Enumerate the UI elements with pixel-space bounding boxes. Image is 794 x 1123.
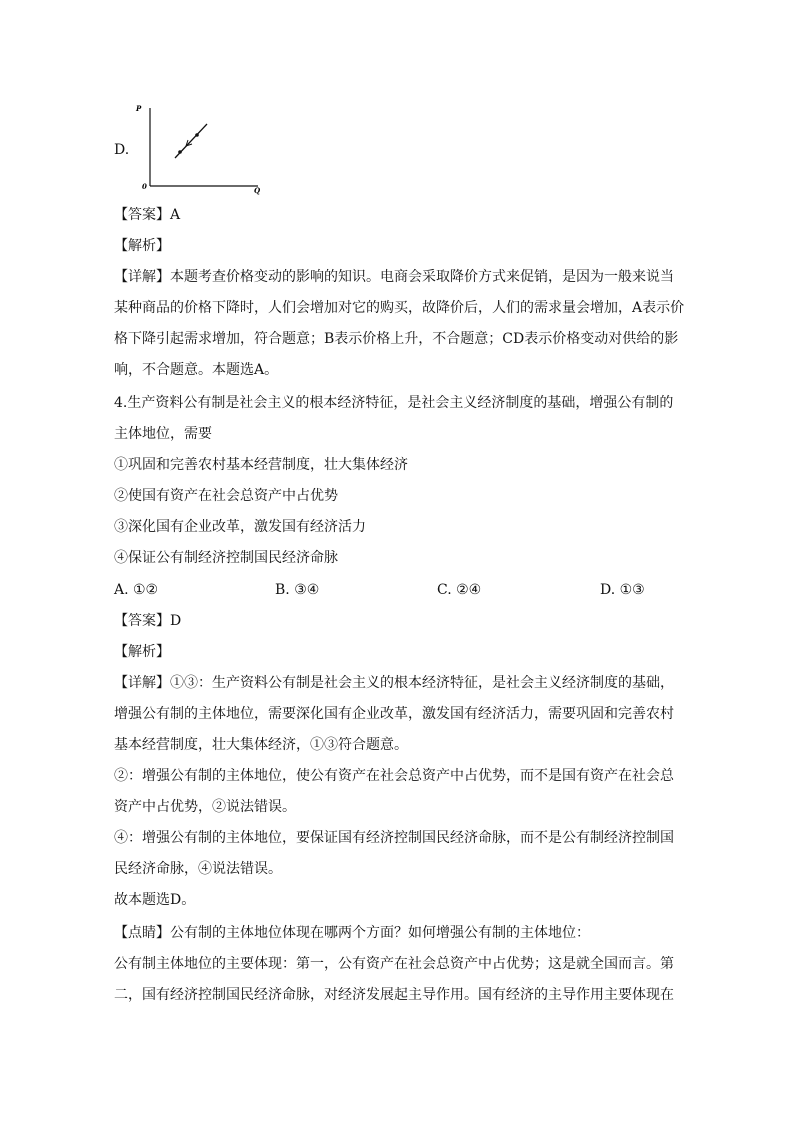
q4-tip-line: 【点睛】公有制的主体地位体现在哪两个方面？如何增强公有制的主体地位： (114, 925, 590, 941)
curve-point-high (195, 133, 199, 137)
q4-stem-line: 4.生产资料公有制是社会主义的根本经济特征，是社会主义经济制度的基础，增强公有制的 (114, 395, 674, 411)
supply-demand-graph (110, 100, 261, 200)
q4-conclusion: 故本题选D。 (114, 892, 196, 908)
q4-option-a: A. ①② (114, 582, 159, 598)
q4-detail-line: 【详解】①③：生产资料公有制是社会主义的根本经济特征，是社会主义经济制度的基础， (114, 675, 674, 691)
q4-detail-line: 民经济命脉，④说法错误。 (114, 861, 282, 877)
q4-option-c: C. ②④ (437, 582, 482, 598)
axis-y-label: P (136, 104, 142, 113)
q4-item: ①巩固和完善农村基本经营制度，壮大集体经济 (114, 457, 408, 473)
q4-detail-line: ④：增强公有制的主体地位，要保证国有经济控制国民经济命脉，而不是公有制经济控制国 (114, 830, 674, 846)
q4-tip-line: 公有制主体地位的主要体现：第一，公有资产在社会总资产中占优势；这是就全国而言。第 (114, 956, 674, 972)
q4-detail-line: 资产中占优势，②说法错误。 (114, 799, 296, 815)
q4-item: ②使国有资产在社会总资产中占优势 (114, 488, 338, 504)
q3-analysis-heading: 【解析】 (114, 238, 170, 254)
q4-stem-line: 主体地位，需要 (114, 426, 212, 442)
option-d-label: D. (114, 142, 130, 158)
q4-item: ④保证公有制经济控制国民经济命脉 (114, 550, 338, 566)
q3-detail-line: 某种商品的价格下降时，人们会增加对它的购买，故降价后，人们的需求量会增加，A表示价 (114, 300, 685, 316)
origin-label: 0 (142, 182, 147, 191)
q3-detail-line: 【详解】本题考查价格变动的影响的知识。电商会采取降价方式来促销，是因为一般来说当 (114, 269, 674, 285)
q3-detail-line: 格下降引起需求增加，符合题意；B表示价格上升，不合题意；CD表示价格变动对供给的影 (114, 331, 679, 347)
q4-option-d: D. ①③ (600, 582, 645, 598)
q4-option-b: B. ③④ (275, 582, 320, 598)
q4-answer: 【答案】D (114, 613, 182, 629)
q4-analysis-heading: 【解析】 (114, 644, 170, 660)
q4-detail-line: 基本经营制度，壮大集体经济，①③符合题意。 (114, 737, 408, 753)
axis-x-label: Q (254, 186, 261, 195)
q3-detail-line: 响，不合题意。本题选A。 (114, 362, 279, 378)
q4-detail-line: 增强公有制的主体地位，需要深化国有企业改革，激发国有经济活力，需要巩固和完善农村 (114, 706, 674, 722)
curve-point-low (178, 150, 182, 154)
q4-tip-line: 二，国有经济控制国民经济命脉，对经济发展起主导作用。国有经济的主导作用主要体现在 (114, 987, 674, 1003)
q4-detail-line: ②：增强公有制的主体地位，使公有资产在社会总资产中占优势，而不是国有资产在社会总 (114, 768, 674, 784)
q3-answer: 【答案】A (114, 207, 181, 223)
graph-svg (110, 100, 261, 200)
q4-item: ③深化国有企业改革，激发国有经济活力 (114, 519, 366, 535)
